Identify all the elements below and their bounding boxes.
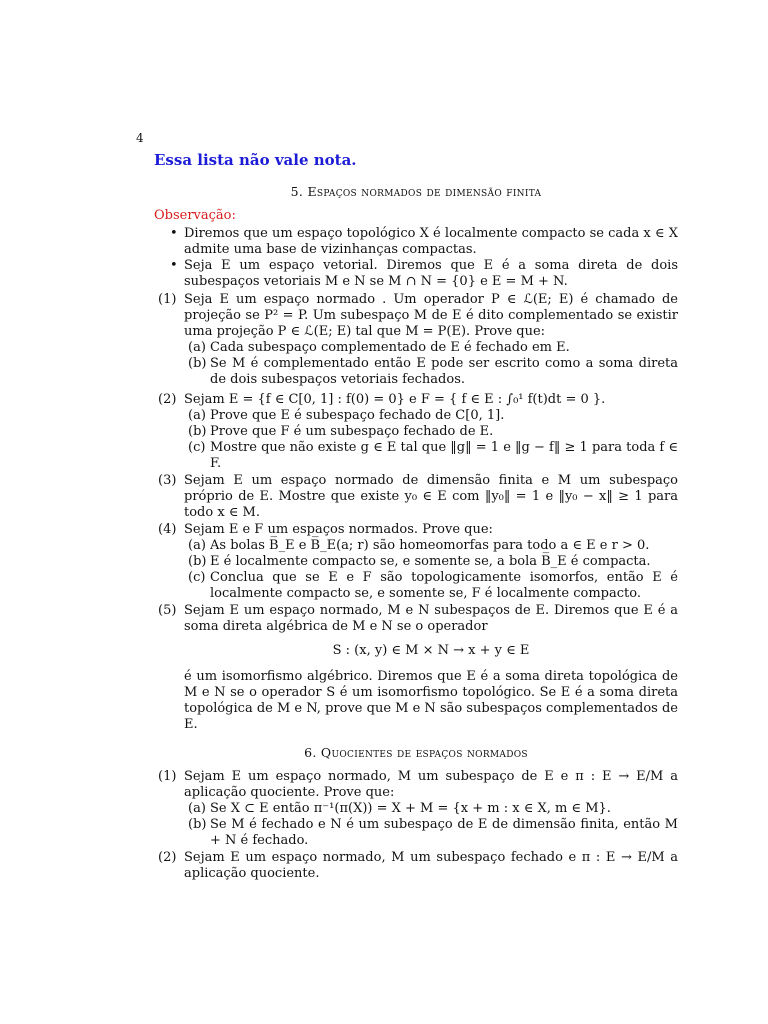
subitem — [184, 424, 678, 440]
observation-list — [154, 226, 678, 290]
problem-text: Sejam E um espaço normado, M e N subespaços de E. Diremos que E é a soma direta algébrica de M e N se o operador — [184, 603, 678, 634]
problem-item — [154, 769, 678, 849]
subitem — [184, 801, 678, 817]
problem-text: Sejam E um espaço normado de dimensão finita e M um subespaço próprio de E. Mostre que existe y₀ ∈ E com ‖y₀‖ = 1 e ‖y₀ − x‖ ≥ 1 para todo x ∈ M. — [184, 473, 678, 520]
problem-text: Sejam E um espaço normado, M um subespaço fechado e π : E → E/M a aplicação quociente. — [184, 850, 678, 881]
problem-item — [154, 392, 678, 472]
observation-item: • Seja E um espaço vetorial. Diremos que E é a soma direta de dois subespaços vetoriais M e N se M ∩ N = {0} e E = M + N. — [170, 258, 678, 290]
subitem-label: (a) — [188, 340, 206, 355]
problem-number: (2) — [158, 392, 177, 407]
subitem — [184, 570, 678, 602]
subitem-label: (b) — [188, 817, 207, 832]
problem-number: (5) — [158, 603, 177, 618]
subitem-text: Se X ⊂ E então π⁻¹(π(X)) = X + M = {x + m : x ∈ X, m ∈ M}. — [210, 801, 611, 816]
subitem — [184, 356, 678, 388]
subitem-label: (c) — [188, 440, 206, 455]
problem-text: Sejam E e F um espaços normados. Prove que: — [184, 522, 493, 537]
observation-label: Observação: — [154, 208, 236, 223]
problem-number: (2) — [158, 850, 177, 865]
problem-item — [154, 292, 678, 388]
subitem-text: Conclua que se E e F são topologicamente isomorfos, então E é localmente compacto se, e somente se, F é localmente compacto. — [210, 570, 678, 601]
subitem-list — [184, 408, 678, 472]
subitem-text: Mostre que não existe g ∈ E tal que ‖g‖ = 1 e ‖g − f‖ ≥ 1 para toda f ∈ F. — [210, 440, 678, 471]
subitem-text: Prove que E é subespaço fechado de C[0, 1]. — [210, 408, 505, 423]
notice-heading: Essa lista não vale nota. — [154, 151, 357, 169]
problem-text: Seja E um espaço normado . Um operador P ∈ ℒ(E; E) é chamado de projeção se P² = P. Um subespaço M de E é dito complementado se existir uma projeção P ∈ ℒ(E; E) tal que M = P(E). Prove que: — [184, 292, 678, 339]
subitem-text: Prove que F é um subespaço fechado de E. — [210, 424, 494, 439]
problem-text: Sejam E um espaço normado, M um subespaço de E e π : E → E/M a aplicação quociente. Prove que: — [184, 769, 678, 800]
subitem-list — [184, 340, 678, 388]
subitem — [184, 440, 678, 472]
subitem — [184, 538, 678, 554]
subitem-text: As bolas B̅_E e B̅_E(a; r) são homeomorfas para todo a ∈ E e r > 0. — [210, 538, 650, 553]
subitem-text: Cada subespaço complementado de E é fechado em E. — [210, 340, 570, 355]
subitem-label: (b) — [188, 424, 207, 439]
subitem — [184, 340, 678, 356]
subitem-list — [184, 801, 678, 849]
section-5-problems — [154, 292, 678, 733]
subitem-list — [184, 538, 678, 602]
problem-text: Sejam E = {f ∈ C[0, 1] : f(0) = 0} e F = { f ∈ E : ∫₀¹ f(t)dt = 0 }. — [184, 392, 606, 407]
problem-number: (1) — [158, 769, 177, 784]
problem-item — [154, 473, 678, 521]
section-5-title: 5. Espaços normados de dimensão finita — [290, 184, 542, 199]
problem-number: (3) — [158, 473, 177, 488]
page-number: 4 — [136, 131, 144, 145]
subitem — [184, 408, 678, 424]
subitem-label: (c) — [188, 570, 206, 585]
subitem-label: (b) — [188, 554, 207, 569]
subitem-text: Se M é complementado então E pode ser escrito como a soma direta de dois subespaços vetoriais fechados. — [210, 356, 678, 387]
subitem-text: E é localmente compacto se, e somente se, a bola B̅_E é compacta. — [210, 554, 651, 569]
section-6-title: 6. Quocientes de espaços normados — [304, 745, 528, 760]
problem-number: (4) — [158, 522, 177, 537]
subitem-label: (a) — [188, 538, 206, 553]
problem-text-continued: é um isomorfismo algébrico. Diremos que E é a soma direta topológica de M e N se o operador S é um isomorfismo topológico. Se E é a soma direta topológica de M e N, prove que M e N são subespaços complementados de E. — [184, 669, 678, 732]
problem-item — [154, 850, 678, 882]
subitem — [184, 817, 678, 849]
subitem-text: Se M é fechado e N é um subespaço de E de dimensão finita, então M + N é fechado. — [210, 817, 678, 848]
subitem-label: (a) — [188, 801, 206, 816]
section-6-problems — [154, 769, 678, 882]
problem-item — [154, 522, 678, 602]
display-formula: S : (x, y) ∈ M × N → x + y ∈ E — [332, 643, 530, 658]
subitem-label: (b) — [188, 356, 207, 371]
page-body — [154, 152, 678, 883]
problem-item — [154, 603, 678, 733]
subitem — [184, 554, 678, 570]
problem-number: (1) — [158, 292, 177, 307]
subitem-label: (a) — [188, 408, 206, 423]
observation-item: • Diremos que um espaço topológico X é localmente compacto se cada x ∈ X admite uma base de vizinhanças compactas. — [170, 226, 678, 258]
